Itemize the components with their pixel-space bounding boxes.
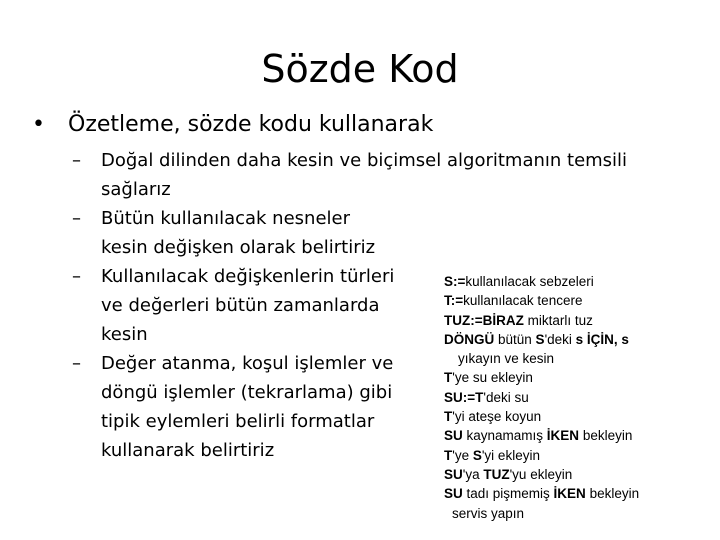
code-line bbox=[444, 291, 716, 310]
code-keyword: T bbox=[444, 409, 453, 425]
code-keyword: İKEN bbox=[546, 428, 580, 444]
code-line bbox=[444, 426, 716, 445]
code-keyword: S:= bbox=[444, 274, 466, 289]
code-text: kullanılacak sebzeleri bbox=[465, 274, 594, 289]
code-keyword: TUZ bbox=[483, 466, 510, 482]
code-keyword: s İÇİN, s bbox=[575, 331, 629, 347]
code-text: 'ye su ekleyin bbox=[452, 370, 533, 386]
code-line bbox=[444, 407, 716, 426]
sub-bullet bbox=[72, 146, 672, 204]
code-text: yıkayın ve kesin bbox=[458, 351, 555, 367]
code-text: bütün bbox=[494, 331, 536, 347]
code-keyword: T bbox=[444, 370, 453, 386]
code-text: servis yapın bbox=[452, 505, 525, 521]
code-keyword: SU bbox=[444, 466, 463, 482]
slide-title: Sözde Kod bbox=[261, 47, 459, 91]
dash-marker: – bbox=[72, 150, 81, 171]
sub-bullet-line: Değer atanma, koşul işlemler ve bbox=[101, 353, 394, 374]
code-keyword: DÖNGÜ bbox=[444, 331, 495, 347]
code-text: kaynamamış bbox=[462, 428, 547, 444]
code-line bbox=[444, 349, 716, 368]
code-text: 'ye bbox=[452, 447, 473, 463]
dash-marker: – bbox=[72, 266, 81, 287]
code-text: 'deki bbox=[544, 331, 576, 347]
sub-bullet-line: ve değerleri bütün zamanlarda bbox=[101, 295, 380, 316]
sub-bullet-line: Doğal dilinden daha kesin ve biçimsel algoritmanın temsili bbox=[101, 150, 628, 171]
sub-bullet-line: kesin bbox=[101, 324, 148, 345]
code-text: 'ya bbox=[462, 466, 484, 482]
code-keyword: SU:=T bbox=[444, 389, 484, 405]
code-text: 'yu ekleyin bbox=[509, 466, 573, 482]
code-text: tadı pişmemiş bbox=[462, 486, 554, 502]
code-text: 'yi ekleyin bbox=[481, 447, 540, 463]
bullet-marker: • bbox=[32, 112, 45, 137]
code-line bbox=[444, 311, 716, 330]
dash-marker: – bbox=[72, 208, 81, 229]
code-text: kullanılacak tencere bbox=[463, 293, 583, 309]
sub-bullet-line: döngü işlemler (tekrarlama) gibi bbox=[101, 382, 393, 403]
code-text: 'deki su bbox=[483, 389, 529, 405]
code-line bbox=[444, 465, 716, 484]
code-keyword: SU bbox=[444, 486, 463, 502]
code-text: bekleyin bbox=[579, 428, 633, 444]
sub-bullet-line: kullanarak belirtiriz bbox=[101, 440, 275, 461]
code-line bbox=[444, 368, 716, 387]
code-line bbox=[444, 272, 716, 291]
code-line bbox=[444, 330, 716, 349]
code-keyword: İKEN bbox=[553, 486, 586, 502]
sub-bullet-line: Kullanılacak değişkenlerin türleri bbox=[101, 266, 395, 287]
sub-bullet-line: kesin değişken olarak belirtiriz bbox=[101, 237, 376, 258]
code-keyword: T bbox=[444, 447, 453, 463]
code-text: 'yi ateşe koyun bbox=[452, 409, 542, 425]
dash-marker: – bbox=[72, 353, 81, 374]
code-line bbox=[444, 446, 716, 465]
code-keyword: T:= bbox=[444, 293, 464, 309]
pseudocode-block bbox=[444, 272, 716, 523]
code-keyword: S bbox=[472, 447, 482, 463]
sub-bullet-line: tipik eylemleri belirli formatlar bbox=[101, 411, 375, 432]
sub-bullet-line: Bütün kullanılacak nesneler bbox=[101, 208, 350, 229]
main-bullet-text: Özetleme, sözde kodu kullanarak bbox=[68, 112, 434, 137]
code-line bbox=[444, 388, 716, 407]
code-keyword: TUZ:=BİRAZ bbox=[444, 312, 524, 328]
code-text: bekleyin bbox=[585, 486, 640, 502]
code-text: miktarlı tuz bbox=[523, 312, 593, 328]
sub-bullet-line: sağlarız bbox=[101, 179, 171, 200]
code-keyword: S bbox=[535, 331, 545, 347]
code-line bbox=[444, 484, 716, 503]
main-bullet bbox=[32, 110, 433, 140]
code-keyword: SU bbox=[444, 428, 463, 444]
sub-bullet bbox=[72, 204, 672, 262]
code-line bbox=[444, 504, 716, 523]
